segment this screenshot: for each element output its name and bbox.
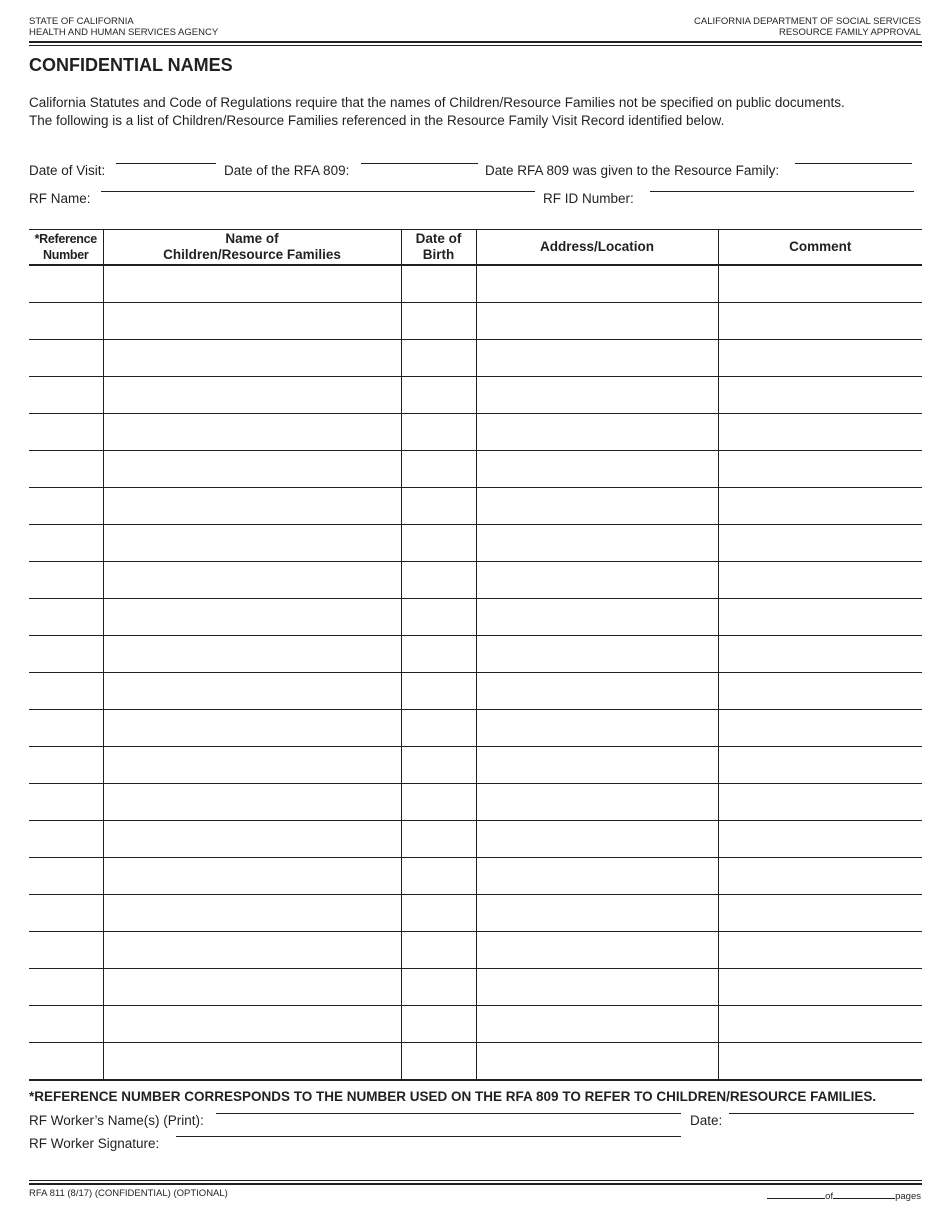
comment-cell[interactable] <box>718 377 922 414</box>
date-rfa809-field[interactable] <box>361 163 478 164</box>
name-cell[interactable] <box>103 525 401 562</box>
date-of-birth-cell[interactable] <box>401 932 476 969</box>
address-location-cell[interactable] <box>476 562 718 599</box>
date-of-birth-cell[interactable] <box>401 265 476 303</box>
table-row <box>29 265 922 303</box>
date-of-birth-cell[interactable] <box>401 414 476 451</box>
date-of-birth-cell[interactable] <box>401 784 476 821</box>
date-of-birth-cell[interactable] <box>401 562 476 599</box>
reference-number-cell[interactable] <box>29 377 103 414</box>
table-row <box>29 414 922 451</box>
address-location-cell[interactable] <box>476 414 718 451</box>
name-cell[interactable] <box>103 895 401 932</box>
reference-number-cell[interactable] <box>29 636 103 673</box>
address-location-cell[interactable] <box>476 932 718 969</box>
reference-number-cell[interactable] <box>29 340 103 377</box>
address-location-cell[interactable] <box>476 710 718 747</box>
reference-footnote: *REFERENCE NUMBER CORRESPONDS TO THE NUMBER USED ON THE RFA 809 TO REFER TO CHILDREN/RESOURCE FAMILIES. <box>29 1089 877 1104</box>
date-of-visit-field[interactable] <box>116 163 216 164</box>
worker-name-label: RF Worker’s Name(s) (Print): <box>29 1113 204 1128</box>
agency-label: HEALTH AND HUMAN SERVICES AGENCY <box>29 27 219 38</box>
worker-name-field[interactable] <box>216 1113 681 1114</box>
rf-info-row <box>29 191 922 209</box>
table-row <box>29 377 922 414</box>
name-cell[interactable] <box>103 599 401 636</box>
reference-number-cell[interactable] <box>29 895 103 932</box>
reference-number-cell[interactable] <box>29 932 103 969</box>
table-row <box>29 340 922 377</box>
comment-cell[interactable] <box>718 525 922 562</box>
reference-number-cell[interactable] <box>29 858 103 895</box>
comment-cell[interactable] <box>718 451 922 488</box>
reference-number-cell[interactable] <box>29 710 103 747</box>
date-of-birth-cell[interactable] <box>401 969 476 1006</box>
name-cell[interactable] <box>103 303 401 340</box>
table-row <box>29 451 922 488</box>
table-row <box>29 1043 922 1081</box>
address-location-cell[interactable] <box>476 599 718 636</box>
address-location-cell[interactable] <box>476 784 718 821</box>
comment-cell[interactable] <box>718 969 922 1006</box>
footer-rule-thin <box>29 1180 922 1181</box>
comment-cell[interactable] <box>718 895 922 932</box>
table-row <box>29 1006 922 1043</box>
name-cell[interactable] <box>103 710 401 747</box>
pages-label: pages <box>895 1191 921 1202</box>
comment-cell[interactable] <box>718 340 922 377</box>
table-row <box>29 969 922 1006</box>
comment-cell[interactable] <box>718 821 922 858</box>
state-label: STATE OF CALIFORNIA <box>29 16 134 27</box>
date-given-field[interactable] <box>795 163 912 164</box>
date-of-birth-cell[interactable] <box>401 451 476 488</box>
address-location-cell[interactable] <box>476 451 718 488</box>
date-of-birth-cell[interactable] <box>401 599 476 636</box>
comment-cell[interactable] <box>718 932 922 969</box>
date-of-visit-label: Date of Visit: <box>29 163 106 178</box>
comment-cell[interactable] <box>718 562 922 599</box>
date-of-birth-cell[interactable] <box>401 858 476 895</box>
department-header <box>694 16 921 38</box>
date-of-birth-cell[interactable] <box>401 340 476 377</box>
table-row <box>29 858 922 895</box>
comment-cell[interactable] <box>718 414 922 451</box>
table-row <box>29 932 922 969</box>
reference-number-cell[interactable] <box>29 599 103 636</box>
program-label: RESOURCE FAMILY APPROVAL <box>778 27 921 38</box>
address-location-cell[interactable] <box>476 340 718 377</box>
worker-name-row <box>29 1113 922 1131</box>
date-of-birth-cell[interactable] <box>401 525 476 562</box>
date-of-birth-cell[interactable] <box>401 377 476 414</box>
comment-cell[interactable] <box>718 303 922 340</box>
comment-cell[interactable] <box>718 858 922 895</box>
reference-number-cell[interactable] <box>29 747 103 784</box>
date-of-birth-cell[interactable] <box>401 673 476 710</box>
date-of-birth-cell[interactable] <box>401 303 476 340</box>
reference-number-cell[interactable] <box>29 821 103 858</box>
table-header-row <box>29 230 922 266</box>
reference-number-cell[interactable] <box>29 525 103 562</box>
table-row <box>29 747 922 784</box>
table-row <box>29 673 922 710</box>
reference-number-cell[interactable] <box>29 673 103 710</box>
page-number-field[interactable] <box>767 1190 825 1199</box>
address-location-cell[interactable] <box>476 525 718 562</box>
address-location-cell[interactable] <box>476 636 718 673</box>
name-cell[interactable] <box>103 932 401 969</box>
comment-cell[interactable] <box>718 1006 922 1043</box>
comment-cell[interactable] <box>718 784 922 821</box>
comment-cell[interactable] <box>718 710 922 747</box>
date-rfa809-label: Date of the RFA 809: <box>224 163 350 178</box>
form-id: RFA 811 (8/17) (CONFIDENTIAL) (OPTIONAL) <box>29 1188 228 1199</box>
worker-signature-row <box>29 1136 922 1154</box>
table-row <box>29 599 922 636</box>
table-row <box>29 636 922 673</box>
table-row <box>29 562 922 599</box>
rf-name-field[interactable] <box>101 191 535 192</box>
name-cell[interactable] <box>103 451 401 488</box>
reference-number-cell[interactable] <box>29 784 103 821</box>
reference-number-header: *Reference Number <box>29 230 103 266</box>
table-body <box>29 265 922 1080</box>
date-of-birth-cell[interactable] <box>401 636 476 673</box>
worker-signature-field[interactable] <box>176 1136 681 1137</box>
name-cell[interactable] <box>103 1043 401 1081</box>
name-cell[interactable] <box>103 636 401 673</box>
date-of-birth-header: Date of Birth <box>401 230 476 266</box>
footer-rule <box>29 1183 922 1185</box>
reference-number-cell[interactable] <box>29 451 103 488</box>
header-rule <box>29 41 922 43</box>
table-row <box>29 821 922 858</box>
table-row <box>29 710 922 747</box>
address-location-cell[interactable] <box>476 488 718 525</box>
address-location-cell[interactable] <box>476 673 718 710</box>
name-cell[interactable] <box>103 488 401 525</box>
name-cell[interactable] <box>103 414 401 451</box>
of-label: of <box>825 1191 834 1202</box>
comment-header: Comment <box>718 230 922 266</box>
confidential-names-table <box>29 229 922 1081</box>
header-rule-thin <box>29 45 922 46</box>
date-of-birth-cell[interactable] <box>401 821 476 858</box>
address-location-cell[interactable] <box>476 1043 718 1081</box>
address-location-cell[interactable] <box>476 1006 718 1043</box>
intro-line-2: The following is a list of Children/Resource Families referenced in the Resource Family Visit Record identified below. <box>29 113 725 128</box>
date-of-birth-cell[interactable] <box>401 895 476 932</box>
date-given-label: Date RFA 809 was given to the Resource Family: <box>485 163 780 178</box>
reference-number-cell[interactable] <box>29 303 103 340</box>
comment-cell[interactable] <box>718 1043 922 1081</box>
intro-line-1: California Statutes and Code of Regulations require that the names of Children/Resource Families not be specified on public documents. <box>29 95 845 110</box>
table-row <box>29 488 922 525</box>
rf-id-field[interactable] <box>650 191 914 192</box>
reference-number-cell[interactable] <box>29 1006 103 1043</box>
comment-cell[interactable] <box>718 488 922 525</box>
department-label: CALIFORNIA DEPARTMENT OF SOCIAL SERVICES <box>694 16 921 27</box>
date-of-birth-cell[interactable] <box>401 1006 476 1043</box>
table-row <box>29 784 922 821</box>
name-cell[interactable] <box>103 821 401 858</box>
intro-text <box>29 94 845 130</box>
reference-number-cell[interactable] <box>29 562 103 599</box>
address-location-cell[interactable] <box>476 969 718 1006</box>
page-count <box>767 1190 921 1202</box>
date-of-birth-cell[interactable] <box>401 1043 476 1081</box>
worker-signature-label: RF Worker Signature: <box>29 1136 160 1151</box>
date-of-birth-cell[interactable] <box>401 710 476 747</box>
name-cell[interactable] <box>103 747 401 784</box>
name-cell[interactable] <box>103 562 401 599</box>
comment-cell[interactable] <box>718 599 922 636</box>
comment-cell[interactable] <box>718 265 922 303</box>
reference-number-cell[interactable] <box>29 265 103 303</box>
visit-dates-row <box>29 163 922 181</box>
name-cell[interactable] <box>103 673 401 710</box>
name-cell[interactable] <box>103 784 401 821</box>
comment-cell[interactable] <box>718 747 922 784</box>
address-location-cell[interactable] <box>476 821 718 858</box>
total-pages-field[interactable] <box>833 1190 895 1199</box>
reference-number-cell[interactable] <box>29 969 103 1006</box>
address-location-cell[interactable] <box>476 747 718 784</box>
rf-name-label: RF Name: <box>29 191 91 206</box>
date-of-birth-cell[interactable] <box>401 747 476 784</box>
name-cell[interactable] <box>103 969 401 1006</box>
table-row <box>29 525 922 562</box>
name-cell[interactable] <box>103 858 401 895</box>
reference-number-cell[interactable] <box>29 1043 103 1081</box>
name-cell[interactable] <box>103 340 401 377</box>
reference-number-cell[interactable] <box>29 488 103 525</box>
address-location-cell[interactable] <box>476 377 718 414</box>
address-location-header: Address/Location <box>476 230 718 266</box>
reference-number-cell[interactable] <box>29 414 103 451</box>
name-cell[interactable] <box>103 1006 401 1043</box>
table-row <box>29 303 922 340</box>
address-location-cell[interactable] <box>476 858 718 895</box>
address-location-cell[interactable] <box>476 895 718 932</box>
agency-header <box>29 16 218 38</box>
name-cell[interactable] <box>103 265 401 303</box>
comment-cell[interactable] <box>718 673 922 710</box>
address-location-cell[interactable] <box>476 303 718 340</box>
page-title: CONFIDENTIAL NAMES <box>29 55 233 75</box>
rf-id-label: RF ID Number: <box>543 191 634 206</box>
name-header: Name of Children/Resource Families <box>103 230 401 266</box>
address-location-cell[interactable] <box>476 265 718 303</box>
name-cell[interactable] <box>103 377 401 414</box>
signature-date-field[interactable] <box>729 1113 914 1114</box>
date-of-birth-cell[interactable] <box>401 488 476 525</box>
comment-cell[interactable] <box>718 636 922 673</box>
signature-date-label: Date: <box>690 1113 723 1128</box>
table-row <box>29 895 922 932</box>
